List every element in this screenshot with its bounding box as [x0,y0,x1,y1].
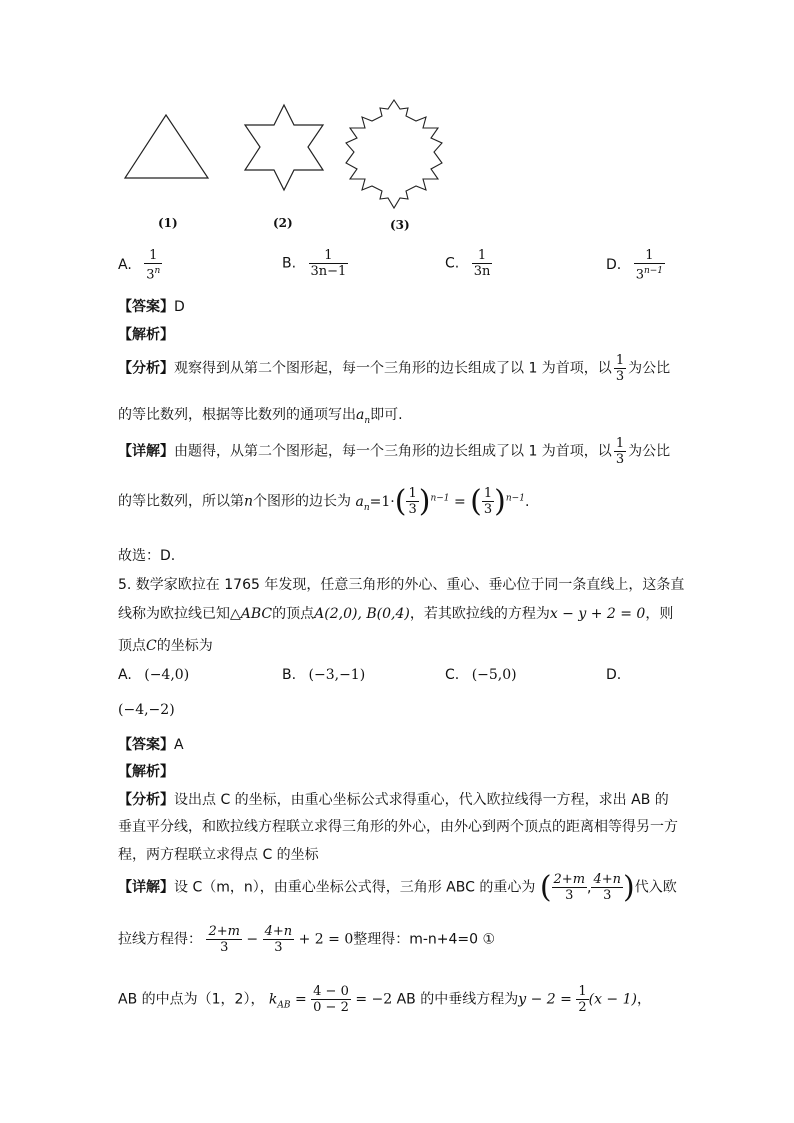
bisector-num: 1 [578,984,587,999]
xiangjie-text: 由题得，从第二个图形起，每一个三角形的边长组成了以 1 为首项，以 [174,443,612,460]
figure-label-2: (2) [273,216,293,230]
option-b-denominator: 3n−1 [310,264,347,279]
centroid-expression: ( $\frac{2+m}{3}$ , $\frac{4+n}{3}$ ) [539,869,635,905]
triangle-abc: △ABC [230,606,273,622]
option-letter: A. [118,667,132,683]
option-letter: C. [445,255,460,272]
option-a-exponent: n [154,266,161,276]
stem-text: ，则 [645,606,674,622]
eq2-num-2: 4+n [264,924,293,939]
eq2-rest: + 2 = 0 [298,931,354,948]
xiangjie-text: 拉线方程得： [118,931,202,948]
xiangjie-text-b: 代入欧 [634,879,677,896]
option-a-numerator: 1 [149,248,158,263]
option-c-denominator: 3n [473,264,491,279]
formula-exp-1: n−1 [430,492,450,503]
q5-fenxi-line-1 [118,789,669,809]
xiangjie-text-b: 个图形的边长为 [253,493,352,510]
slope-k: k [268,991,278,1008]
formula-eq2: = [453,493,466,510]
centroid-den-2: 3 [591,887,623,903]
q5-option-c [445,667,517,683]
fenxi-text: 的等比数列，根据等比数列的通项写出 [118,407,356,423]
q5-stem-line-3 [118,635,213,655]
stem-text: 线称为欧拉线已知 [118,606,230,622]
xiangjie-tag: 【详解】 [118,879,174,896]
fenxi-text: 设出点 C 的坐标，由重心坐标公式求得重心，代入欧拉线得一方程，求出 AB 的 [174,792,669,808]
eq2-minus: − [246,931,259,948]
line-end: ， [636,991,651,1008]
fenxi-text-b: 即可. [370,407,403,423]
q5-xiangjie-line-1 [118,869,677,905]
star-figure [238,100,330,195]
xiangjie-text: 的等比数列，所以第 [118,493,244,510]
answer-tag: 【答案】 [118,737,174,753]
bisector-text: AB 的中垂线方程为 [396,991,519,1008]
answer-tag: 【答案】 [118,299,174,315]
q4-analysis-tag: 【解析】 [118,327,174,343]
q5-answer [118,734,184,754]
q5-fenxi-line-3: 程，两方程联立求得点 C 的坐标 [118,847,319,863]
fenxi-tag: 【分析】 [118,360,174,377]
q4-option-b [282,248,348,279]
slope-den: 0 − 2 [313,1000,349,1015]
q5-option-d-value: (−4,−2) [118,702,175,718]
option-value: (−3,−1) [308,667,366,683]
formula-a-sub: n [363,502,370,513]
formula-eq1: =1· [369,493,395,510]
xiangjie-n: n [244,493,254,510]
option-c-numerator: 1 [477,248,487,263]
option-letter: B. [282,667,297,683]
option-letter: A. [118,257,132,274]
slope-value: = −2 [355,991,393,1008]
answer-value: D [174,299,185,315]
option-value: (−4,0) [144,667,190,683]
q4-option-c [445,248,492,279]
fenxi-frac-num: 1 [615,353,625,368]
answer-value: A [174,737,184,753]
option-letter: C. [445,667,460,683]
q4-answer [118,296,185,316]
centroid-num-2: 4+n [593,872,622,887]
q5-stem-line-2 [118,603,673,623]
option-d-numerator: 1 [645,248,654,263]
fenxi-frac-den: 3 [615,369,625,384]
eq2-den-2: 3 [263,939,295,955]
centroid-den-1: 3 [552,887,588,903]
general-term-formula: $a_n=1\cdot$( $\frac{1}{3}$ )$^{n-1}$ = ( $\frac{1}{3}$ )$^{n-1}$. [355,483,530,519]
q5-xiangjie-line-2 [118,924,495,955]
q5-fenxi-line-2: 垂直平分线，和欧拉线方程联立求得三角形的外心，由外心到两个顶点的距离相等得另一方 [118,819,678,835]
figure-label-3: (3) [390,218,410,232]
midpoint-text: AB 的中点为（1，2）， [118,991,265,1008]
stem-text: 的坐标为 [156,638,213,654]
fenxi-an: a [356,407,365,423]
eq2-den-1: 3 [206,939,242,955]
option-b-numerator: 1 [324,248,333,263]
formula-exp-2: n−1 [505,492,525,503]
option-letter: B. [282,255,297,272]
q5-option-a [118,667,189,683]
q5-option-d-letter: D. [606,667,622,683]
fenxi-tag: 【分析】 [118,792,174,808]
slope-k-sub: AB [277,1000,291,1011]
option-value: (−5,0) [471,667,517,683]
q4-fenxi-line-1 [118,353,670,384]
bisector-eq-2: (x − 1) [588,991,637,1008]
option-d-denominator: 3 [635,267,644,283]
xiangjie-text-b: 整理得：m-n+4=0 ① [353,931,496,948]
xiangjie-frac-den: 3 [615,452,625,467]
q4-option-a [118,248,162,282]
option-a-denominator: 3 [146,267,155,283]
q4-fenxi-line-2 [118,404,403,426]
vertex-points: A(2,0), B(0,4) [314,606,410,622]
q4-option-d [606,248,665,282]
formula-a: a [355,493,364,510]
q5-analysis-tag: 【解析】 [118,764,174,780]
q5-xiangjie-line-3 [118,984,651,1015]
xiangjie-text: 设 C（m，n），由重心坐标公式得，三角形 ABC 的重心为 [174,879,536,896]
xiangjie-frac-num: 1 [615,436,625,451]
fenxi-text-b: 为公比 [628,360,671,377]
euler-line-equation: x − y + 2 = 0 [549,606,646,622]
koch-snowflake-figure [338,95,450,215]
q5-stem-line-1: 5. 数学家欧拉在 1765 年发现，任意三角形的外心、重心、垂心位于同一条直线上，这条直 [118,577,685,593]
bisector-den: 2 [578,1000,587,1015]
figure-label-1: (1) [158,216,178,230]
slope-num: 4 − 0 [313,984,349,999]
stem-text: 顶点 [118,638,146,654]
fenxi-text: 观察得到从第二个图形起，每一个三角形的边长组成了以 1 为首项，以 [174,360,612,377]
stem-text: ，若其欧拉线的方程为 [409,606,550,622]
q4-conclusion: 故选：D. [118,548,176,564]
q4-xiangjie-line-2 [118,483,530,519]
bisector-eq-1: y − 2 = [518,991,572,1008]
centroid-num-1: 2+m [553,872,586,887]
q4-xiangjie-line-1 [118,436,670,467]
triangle-figure [120,110,216,185]
option-letter: D. [606,257,622,274]
stem-text: 的顶点 [272,606,315,622]
fenxi-an-sub: n [364,415,371,426]
option-d-exponent: n−1 [643,266,664,276]
slope-eq: = [294,991,307,1008]
formula-end: . [524,493,530,510]
q5-option-b [282,667,365,683]
eq2-num-1: 2+m [208,924,240,939]
xiangjie-text-b: 为公比 [628,443,671,460]
vertex-c: C [146,638,157,654]
xiangjie-tag: 【详解】 [118,443,174,460]
